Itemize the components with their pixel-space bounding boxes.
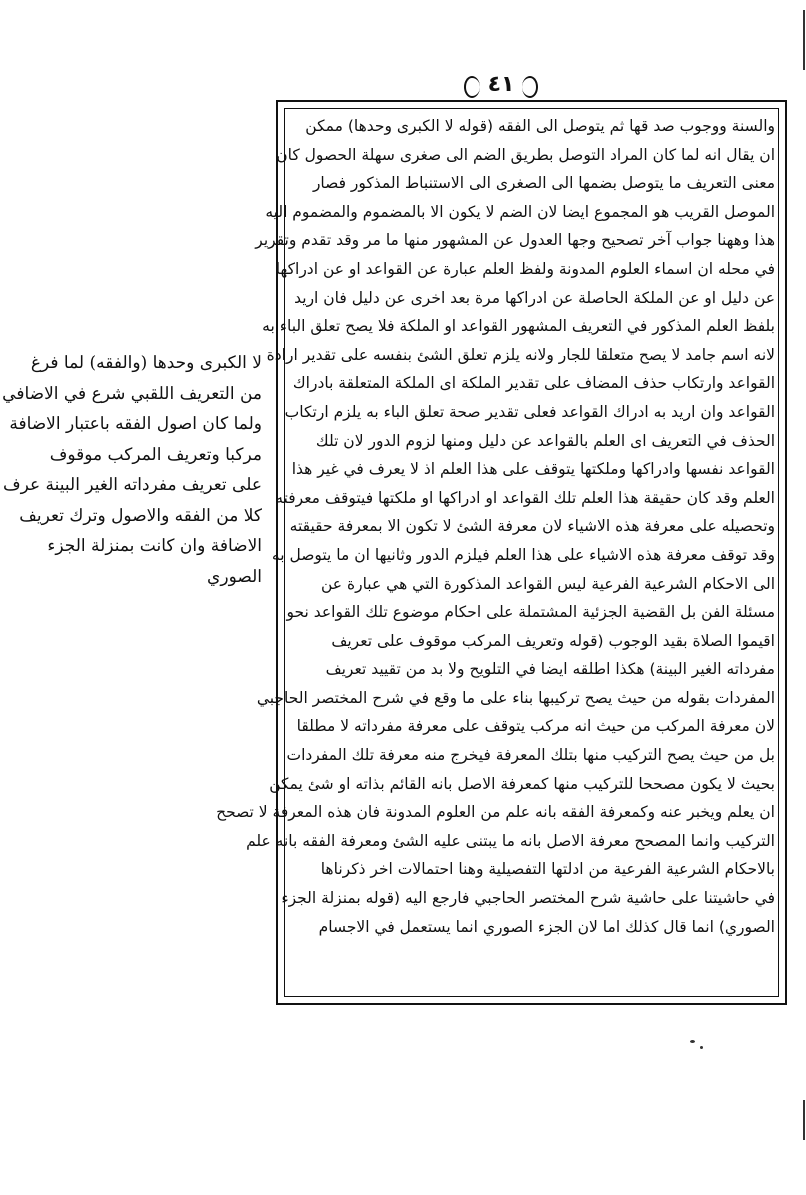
main-text-line: لانه اسم جامد لا يصح متعلقا للجار ولانه يلزم تعلق الشئ بنفسه على تقدير ارادة	[266, 345, 775, 364]
main-text-line: القواعد وان اريد به ادراك القواعد فعلى تقدير صحة تعلق الباء به يلزم ارتكاب	[284, 402, 775, 421]
main-text-line: والسنة ووجوب صد قها ثم يتوصل الى الفقه (قوله لا الكبرى وحدها) ممكن	[305, 117, 775, 135]
main-text-line: مسئلة الفن بل القضية الجزئية المشتملة على احكام موضوع تلك القواعد نحو	[286, 603, 775, 622]
margin-line: على تعريف مفرداته الغير البينة عرف	[3, 475, 262, 495]
main-text-line: معنى التعريف ما يتوصل بضمها الى الصغرى الى الاستنباط المذكور فصار	[312, 174, 775, 193]
main-text-line: اقيموا الصلاة بقيد الوجوب (قوله وتعريف المركب موقوف على تعريف	[331, 631, 775, 650]
main-text-frame	[216, 100, 787, 1005]
main-text-line: في حاشيتنا على حاشية شرح المختصر الحاجبي فارجع اليه (قوله بمنزلة الجزء	[281, 889, 775, 908]
main-text-line: التركيب وانما المصحح معرفة الاصل بانه ما يبتنى عليه الشئ ومعرفة الفقه بانه علم	[246, 831, 775, 850]
main-text-line: وتحصيله على معرفة هذه الاشياء لان معرفة الشئ لا تكون الا بمعرفة حقيقته	[289, 517, 775, 536]
main-text-line: عن دليل او عن الملكة الحاصلة عن ادراكها مرة بعد اخرى عن دليل فان اريد	[294, 288, 775, 307]
main-text-line: لان معرفة المركب من حيث انه مركب يتوقف على معرفة مفرداته لا مطلقا	[296, 717, 775, 736]
page-number	[462, 68, 540, 102]
main-text-line: مفرداته الغير البينة) هكذا اطلقه ايضا في التلويح ولا بد من تقييد تعريف	[325, 660, 775, 679]
scan-speck	[803, 1100, 805, 1140]
main-text-line: بالاحكام الشرعية الفرعية من ادلتها التفصيلية وهنا احتمالات اخر ذكرناها	[320, 860, 775, 879]
margin-note	[2, 348, 262, 592]
main-text-line: في محله ان اسماء العلوم المدونة ولفظ العلم عبارة عن القواعد او عن ادراكها	[275, 259, 775, 278]
main-text-line: القواعد وارتكاب حذف المضاف على تقدير الملكة اى الملكة المتعلقة بادراك	[292, 374, 775, 393]
margin-line: ولما كان اصول الفقه باعتبار الاضافة	[9, 414, 262, 434]
scan-speck	[700, 1046, 703, 1049]
page-number-text: ٤١	[487, 72, 515, 97]
main-text-line: القواعد نفسها وادراكها وملكتها يتوقف على هذا العلم اذ لا يعرف في غير هذا	[291, 460, 775, 479]
main-text-line: الى الاحكام الشرعية الفرعية ليس القواعد المذكورة التي هي عبارة عن	[321, 574, 775, 593]
main-text-body	[216, 112, 775, 995]
margin-line: الصوري	[207, 566, 262, 587]
main-text-line: بلفظ العلم المذكور في التعريف المشهور القواعد او الملكة فلا يصح تعلق الباء به	[262, 317, 775, 336]
main-text-line: الموصل القريب هو المجموع ايضا لان الضم لا يكون الا بالمضموم والمضموم اليه	[265, 202, 775, 221]
main-text-line: هذا وههنا جواب آخر تصحيح وجها العدول عن المشهور منها ما مر وقد تقدم وتقرير	[255, 231, 775, 250]
main-text-line: الحذف في التعريف اى العلم بالقواعد عن دليل ومنها لزوم الدور لان تلك	[315, 431, 775, 450]
main-text-line: ان يقال انه لما كان المراد التوصل بطريق الضم الى صغرى سهلة الحصول كان	[276, 145, 775, 164]
main-text-line: بل من حيث يصح التركيب منها بتلك المعرفة فيخرج منه معرفة تلك المفردات	[286, 746, 775, 765]
main-text-line: بحيث لا يكون مصححا للتركيب منها كمعرفة الاصل بانه القائم بذاته او شئ يمكن	[269, 774, 775, 793]
margin-line: الاضافة وان كانت بمنزلة الجزء	[47, 536, 262, 556]
scan-speck	[690, 1040, 695, 1043]
margin-line: كلا من الفقه والاصول وترك تعريف	[19, 505, 262, 526]
main-text-line: العلم وقد كان حقيقة هذا العلم تلك القواعد او ادراكها او ملكتها فيتوقف معرفته	[275, 488, 775, 507]
main-text-line: ان يعلم ويخبر عنه وكمعرفة الفقه بانه علم من العلوم المدونة فان هذه المعرفة لا تصحح	[216, 803, 775, 822]
main-text-line: الصوري) انما قال كذلك اما لان الجزء الصوري انما يستعمل في الاجسام	[318, 917, 775, 936]
main-text-line: وقد توقف معرفة هذه الاشياء على هذا العلم فيلزم الدور وثانيها ان ما يتوصل به	[271, 545, 775, 564]
main-text-line: المفردات بقوله من حيث يصح تركيبها بناء على ما وقع في شرح المختصر الحاجبي	[256, 688, 775, 707]
margin-line: لا الكبرى وحدها (والفقه) لما فرغ	[30, 353, 262, 373]
margin-line: من التعريف اللقبي شرع في الاضافي	[2, 383, 262, 404]
margin-line: مركبا وتعريف المركب موقوف	[49, 444, 262, 465]
scan-speck	[803, 10, 805, 70]
